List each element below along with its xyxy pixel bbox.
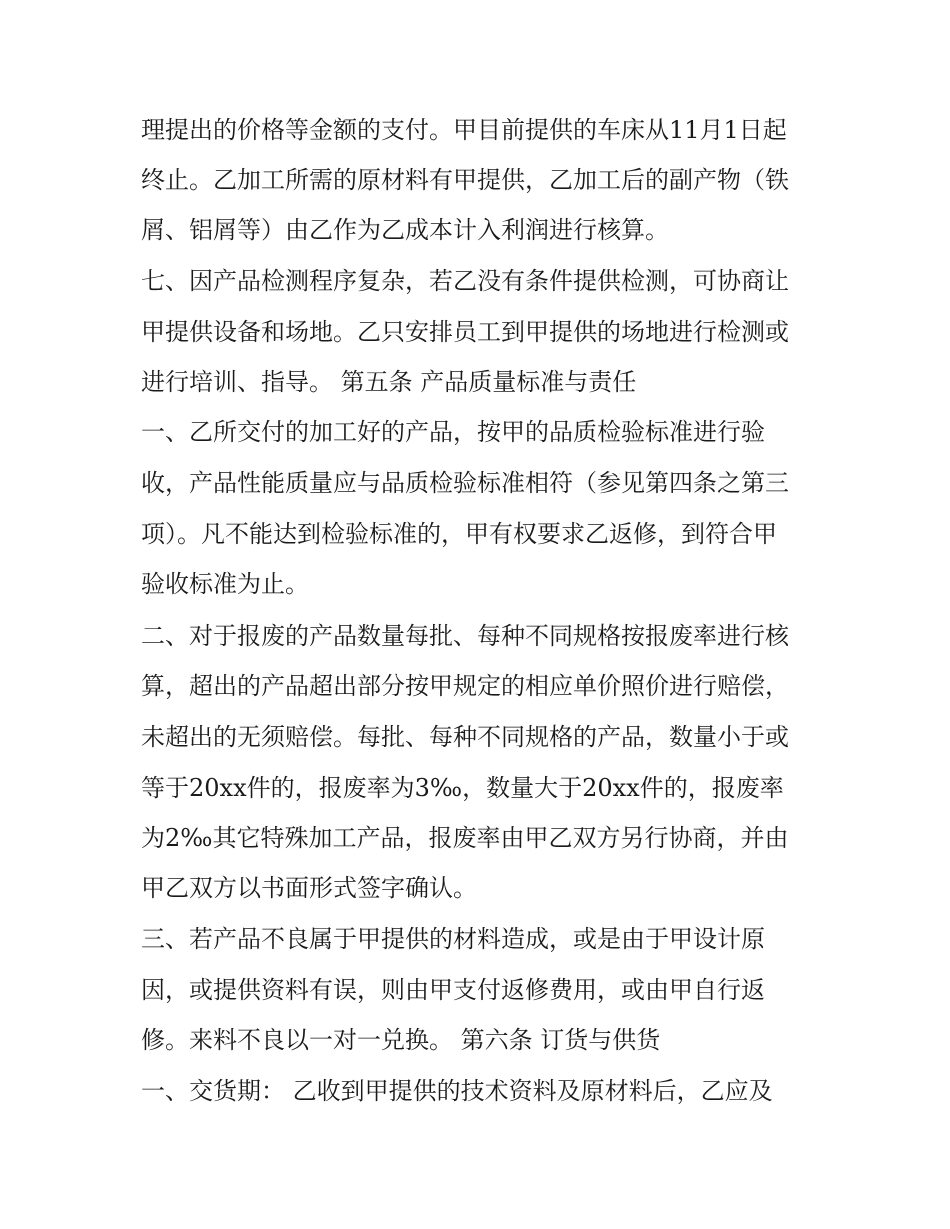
text-line: 终止。乙加工所需的原材料有甲提供，乙加工后的副产物（铁 [141,166,789,194]
text-line: 一、乙所交付的加工好的产品，按甲的品质检验标准进行验 [141,418,765,446]
text-line: 为2‰其它特殊加工产品，报废率由甲乙双方另行协商，并由 [141,824,789,852]
text-line: 项）。凡不能达到检验标准的，甲有权要求乙返修，到符合甲 [141,520,777,548]
text-line: 验收标准为止。 [141,570,309,598]
text-line: 甲提供设备和场地。乙只安排员工到甲提供的场地进行检测或 [141,318,789,346]
text-line: 等于20xx件的，报废率为3‰，数量大于20xx件的，报废率 [141,774,784,802]
text-line: 屑、铝屑等）由乙作为乙成本计入利润进行核算。 [141,216,669,244]
text-line: 理提出的价格等金额的支付。甲目前提供的车床从11月1日起 [141,116,787,144]
text-line: 二、对于报废的产品数量每批、每种不同规格按报废率进行核 [141,622,789,650]
text-line: 因，或提供资料有误，则由甲支付返修费用，或由甲自行返 [141,976,765,1004]
text-line: 算，超出的产品超出部分按甲规定的相应单价照价进行赔偿， [141,672,789,700]
text-line: 三、若产品不良属于甲提供的材料造成，或是由于甲设计原 [141,925,765,953]
text-line: 修。来料不良以一对一兑换。 第六条 订货与供货 [141,1026,661,1054]
text-line: 七、因产品检测程序复杂，若乙没有条件提供检测，可协商让 [141,267,789,295]
text-line: 未超出的无须赔偿。每批、每种不同规格的产品，数量小于或 [141,723,789,751]
text-line: 收，产品性能质量应与品质检验标准相符（参见第四条之第三 [141,469,789,497]
text-line: 一、交货期： 乙收到甲提供的技术资料及原材料后，乙应及 [141,1077,773,1105]
text-line: 进行培训、指导。 第五条 产品质量标准与责任 [141,368,637,396]
text-line: 甲乙双方以书面形式签字确认。 [141,874,477,902]
